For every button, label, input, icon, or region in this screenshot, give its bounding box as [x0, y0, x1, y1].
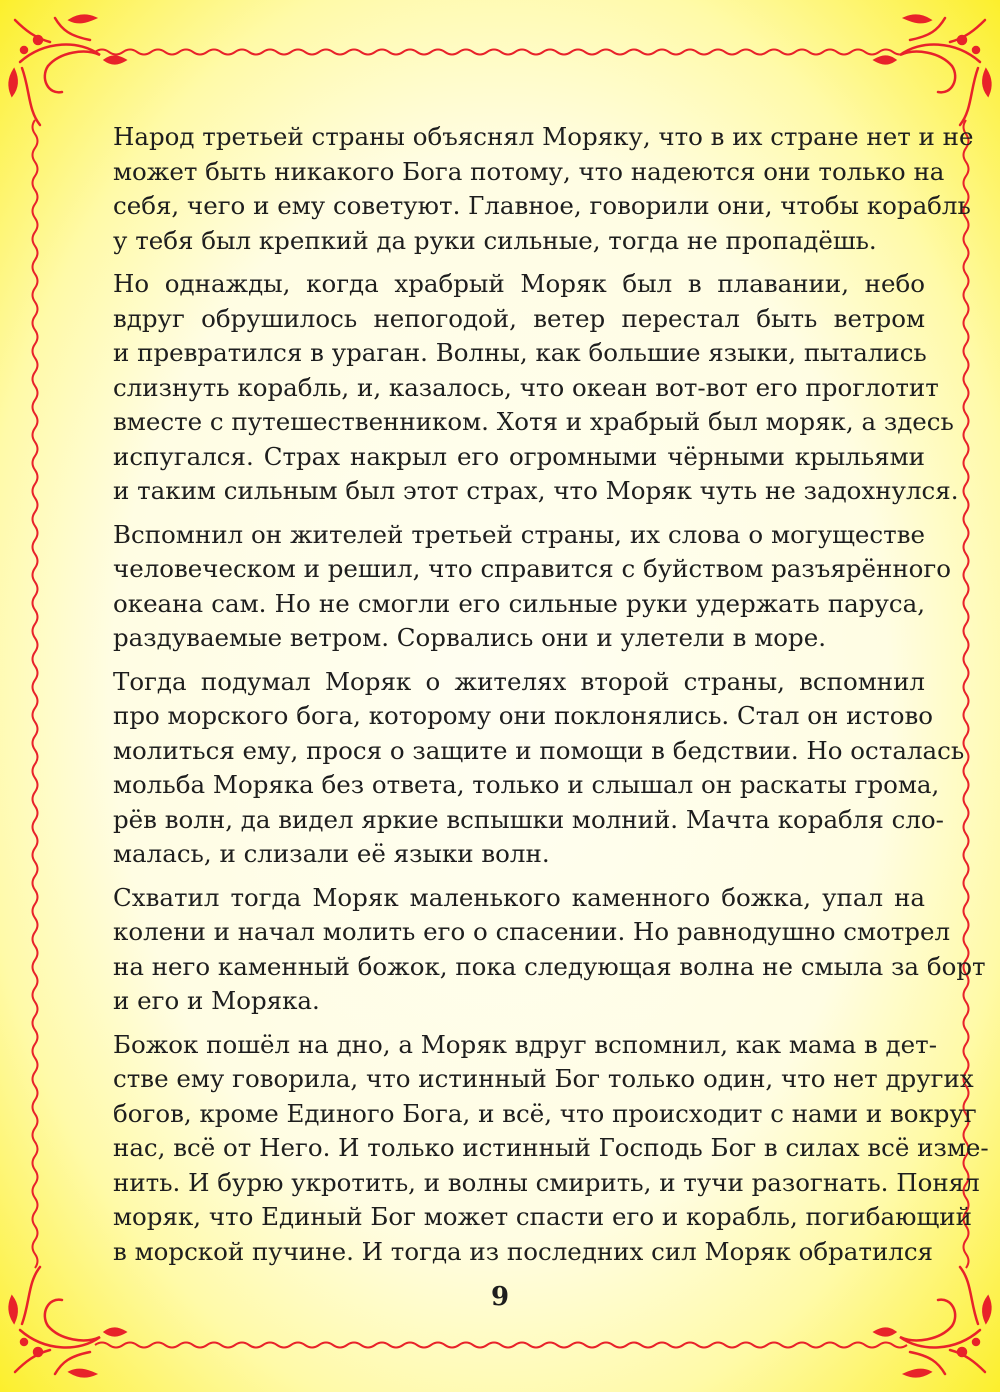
text-line: и таким сильным был этот страх, что Моряк чуть не задохнулся.: [113, 476, 959, 505]
text-line: Тогда подумал Моряк о жителях второй страны, вспомнил: [113, 666, 925, 696]
text-line: рёв волн, да видел яркие вспышки молний. Мачта корабля сло-: [113, 804, 944, 834]
text-line: Божок пошёл на дно, а Моряк вдруг вспомнил, как мама в дет-: [113, 1029, 937, 1059]
text-line: испугался. Страх накрыл его огромными чёрными крыльями: [113, 441, 925, 471]
border-top-line: [95, 50, 907, 55]
text-line: раздуваемые ветром. Сорвались они и улетели в море.: [113, 623, 827, 652]
paragraph: [113, 120, 974, 258]
text-line: мольба Моряка без ответа, только и слышал он раскаты грома,: [113, 770, 940, 799]
border-right-line: [964, 120, 969, 1268]
text-line: про морского бога, которому они поклонялись. Стал он истово: [113, 701, 934, 730]
text-line: нить. И бурю укротить, и волны смирить, и тучи разогнать. Понял: [113, 1167, 980, 1197]
text-line: у тебя был крепкий да руки сильные, тогда не пропадёшь.: [113, 225, 877, 255]
text-line: Народ третьей страны объяснял Моряку, что в их стране нет и не: [113, 122, 974, 151]
text-line: и превратился в ураган. Волны, как большие языки, пытались: [113, 338, 927, 367]
text-line: вместе с путешественником. Хотя и храбрый был моряк, а здесь: [113, 407, 954, 436]
text-line: слизнуть корабль, и, казалось, что океан вот-вот его проглотит: [113, 372, 939, 402]
text-line: и его и Моряка.: [113, 986, 320, 1015]
text-line: колени и начал молить его о спасении. Но равнодушно смотрел: [113, 917, 951, 946]
text-line: может быть никакого Бога потому, что надеются они только на: [113, 156, 945, 186]
text-line: молиться ему, прося о защите и помощи в бедствии. Но осталась: [113, 735, 965, 765]
paragraph: [113, 881, 986, 1019]
text-line: вдруг обрушилось непогодой, ветер перестал быть ветром: [113, 303, 925, 333]
paragraph: [113, 1028, 989, 1270]
corner-ornament-top-left: [10, 16, 125, 125]
paragraph: [113, 665, 965, 872]
text-line: себя, чего и ему советуют. Главное, говорили они, чтобы корабль: [113, 191, 971, 220]
text-line: Но однажды, когда храбрый Моряк был в плавании, небо: [113, 269, 925, 298]
corner-ornament-top-right: [875, 16, 990, 125]
text-line: малась, и слизали её языки волн.: [113, 839, 550, 868]
paragraph: [113, 267, 959, 509]
text-line: на него каменный божок, пока следующая волна не смыла за борт: [113, 951, 986, 981]
text-line: богов, кроме Единого Бога, и всё, что происходит с нами и вокруг: [113, 1098, 977, 1128]
text-line: океана сам. Но не смогли его сильные руки удержать паруса,: [113, 588, 925, 618]
text-line: человеческом и решил, что справится с буйством разъярённого: [113, 554, 951, 583]
border-bottom-line: [95, 1343, 907, 1348]
text-line: стве ему говорила, что истинный Бог только один, что нет других: [113, 1064, 974, 1093]
text-line: нас, всё от Него. И только истинный Господь Бог в силах всё изме-: [113, 1133, 989, 1162]
text-line: Схватил тогда Моряк маленького каменного божка, упал на: [113, 882, 925, 912]
text-line: моряк, что Единый Бог может спасти его и корабль, погибающий: [113, 1202, 972, 1231]
border-left-line: [33, 120, 38, 1268]
story-text: [113, 120, 989, 1278]
text-line: в морской пучине. И тогда из последних сил Моряк обратился: [113, 1236, 934, 1266]
paragraph: [113, 518, 951, 656]
page-number: 9: [490, 1282, 510, 1312]
text-line: Вспомнил он жителей третьей страны, их слова о могуществе: [113, 519, 925, 549]
